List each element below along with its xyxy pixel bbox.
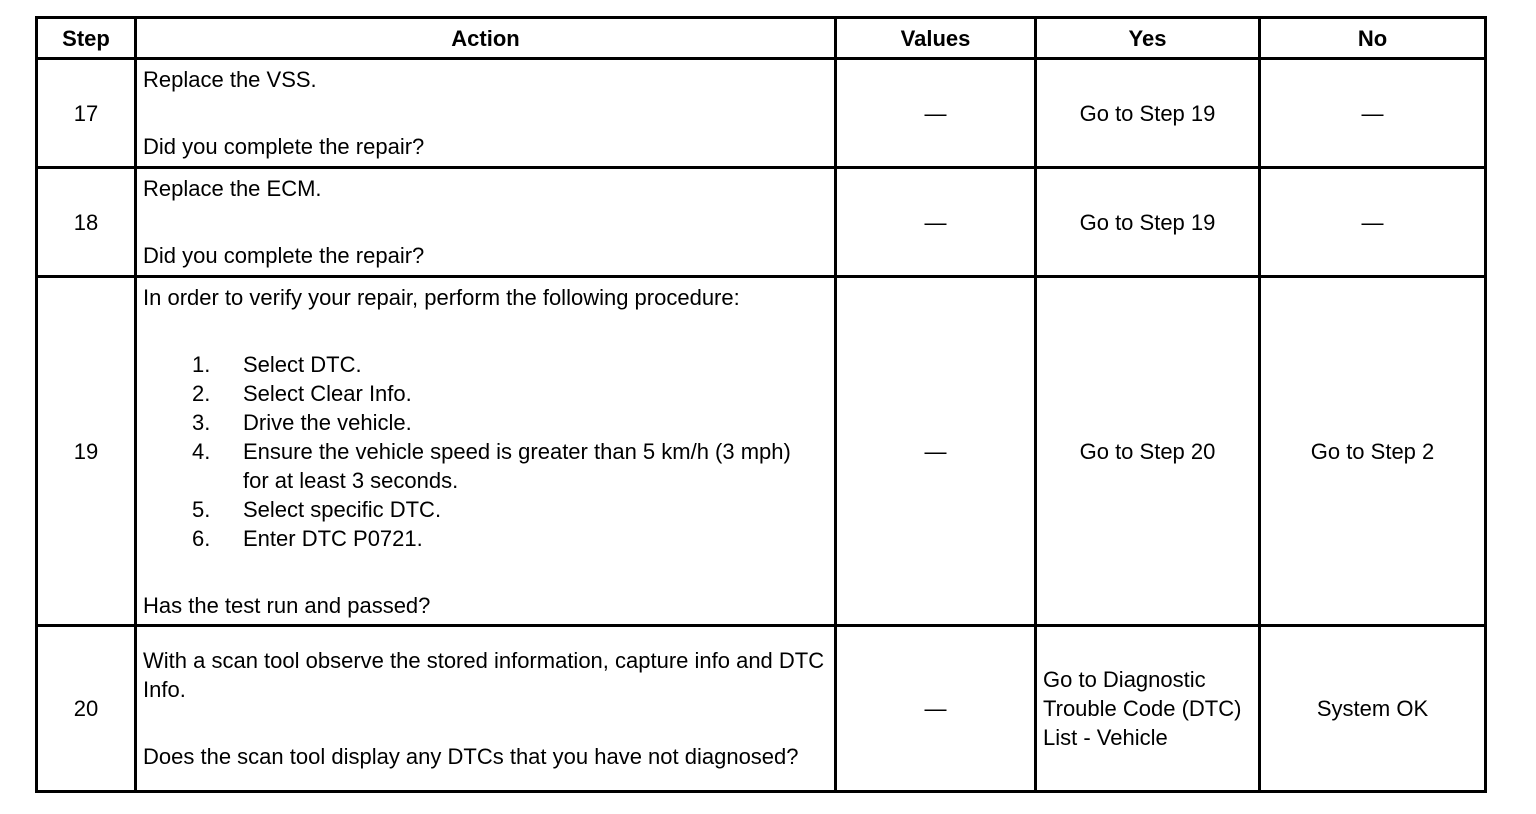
action-question: Has the test run and passed? bbox=[143, 592, 431, 618]
values-cell: — bbox=[836, 626, 1036, 792]
step-number: 19 bbox=[37, 277, 136, 626]
no-cell: — bbox=[1260, 168, 1486, 277]
values-cell: — bbox=[836, 277, 1036, 626]
no-cell: — bbox=[1260, 59, 1486, 168]
table-row bbox=[37, 168, 1486, 277]
header-values: Values bbox=[836, 18, 1036, 59]
action-instruction: With a scan tool observe the stored information, capture info and DTC Info. bbox=[143, 648, 825, 702]
procedure-item: 2. Select Clear Info. bbox=[192, 380, 412, 406]
yes-cell: Go to Step 20 bbox=[1036, 277, 1260, 626]
no-cell: System OK bbox=[1260, 626, 1486, 792]
procedure-item: 6. Enter DTC P0721. bbox=[192, 525, 423, 551]
action-cell bbox=[136, 59, 836, 168]
action-instruction: In order to verify your repair, perform the following procedure: bbox=[143, 284, 740, 310]
action-cell bbox=[136, 626, 836, 792]
step-number: 18 bbox=[37, 168, 136, 277]
procedure-item: 1. Select DTC. bbox=[192, 351, 362, 377]
values-cell: — bbox=[836, 59, 1036, 168]
header-yes: Yes bbox=[1036, 18, 1260, 59]
no-cell: Go to Step 2 bbox=[1260, 277, 1486, 626]
procedure-list bbox=[143, 350, 828, 553]
step-number: 17 bbox=[37, 59, 136, 168]
step-number: 20 bbox=[37, 626, 136, 792]
table-row bbox=[37, 626, 1486, 792]
header-action: Action bbox=[136, 18, 836, 59]
header-step: Step bbox=[37, 18, 136, 59]
action-question: Does the scan tool display any DTCs that you have not diagnosed? bbox=[143, 744, 799, 769]
header-row bbox=[37, 18, 1486, 59]
action-cell bbox=[136, 277, 836, 626]
diagnostic-table bbox=[35, 16, 1487, 793]
table-row bbox=[37, 59, 1486, 168]
table-row bbox=[37, 277, 1486, 626]
action-instruction: Replace the VSS. bbox=[143, 67, 317, 92]
values-cell: — bbox=[836, 168, 1036, 277]
procedure-item: 4. Ensure the vehicle speed is greater than 5 km/h (3 mph) for at least 3 seconds. bbox=[192, 438, 791, 493]
action-question: Did you complete the repair? bbox=[143, 134, 425, 159]
yes-cell: Go to Diagnostic Trouble Code (DTC) List - Vehicle bbox=[1036, 626, 1260, 792]
action-instruction: Replace the ECM. bbox=[143, 176, 322, 201]
header-no: No bbox=[1260, 18, 1486, 59]
yes-cell: Go to Step 19 bbox=[1036, 59, 1260, 168]
procedure-item: 3. Drive the vehicle. bbox=[192, 409, 412, 435]
procedure-item: 5. Select specific DTC. bbox=[192, 496, 442, 522]
action-question: Did you complete the repair? bbox=[143, 243, 425, 268]
action-cell bbox=[136, 168, 836, 277]
yes-cell: Go to Step 19 bbox=[1036, 168, 1260, 277]
